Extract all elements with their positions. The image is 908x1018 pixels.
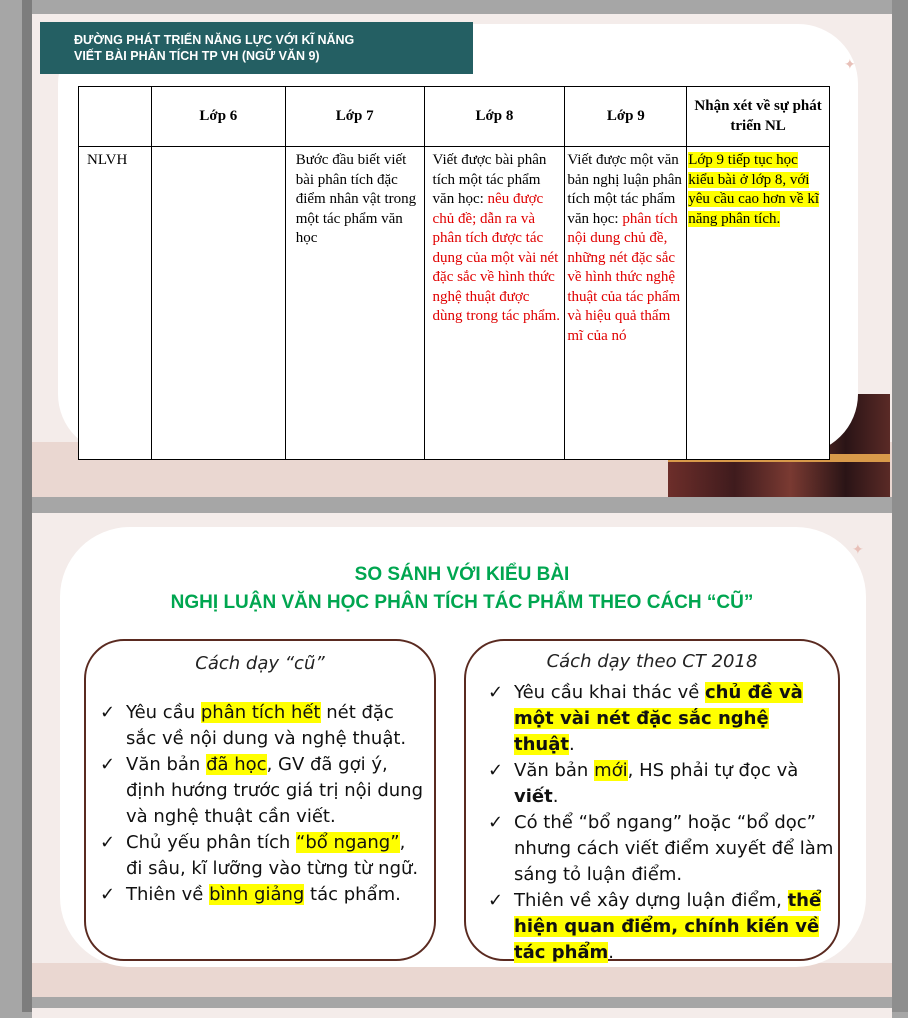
list-item-bold: viết <box>514 786 553 807</box>
table-header-cell: Lớp 8 <box>424 87 565 147</box>
slide-title <box>40 22 473 74</box>
nhanxet-cell <box>687 147 830 460</box>
sparkle-icon: ✦ <box>852 541 864 557</box>
sparkle-icon: ✦ <box>844 56 856 72</box>
table-header-cell: Lớp 7 <box>285 87 424 147</box>
list-item-text: Văn bản <box>514 760 595 781</box>
table-header-cell: Lớp 6 <box>151 87 285 147</box>
list-item-text: , HS phải tự đọc và <box>627 760 799 781</box>
lop9-text: Viết được một văn bản nghị luận phân tích một tác phẩm văn học: <box>567 152 682 227</box>
list-item-text: Yêu cầu khai thác về <box>514 682 706 703</box>
list-item <box>488 758 834 810</box>
lop9-cell <box>565 147 687 460</box>
slide-background-band <box>32 963 892 997</box>
list-item <box>100 752 426 830</box>
old-method-box <box>84 639 436 961</box>
list-item-text: Thiên về <box>126 884 210 905</box>
list-item-text: . <box>568 734 575 755</box>
check-icon: ✓ <box>100 702 116 723</box>
check-icon: ✓ <box>100 884 116 905</box>
list-item-highlight: bình giảng <box>209 884 305 905</box>
vertical-scrollbar[interactable] <box>892 0 908 1012</box>
list-item <box>488 888 834 966</box>
check-icon: ✓ <box>488 760 504 781</box>
list-item-text: Thiên về xây dựng luận điểm, <box>514 890 788 911</box>
comparison-heading <box>32 561 892 617</box>
list-item-highlight: thể hiện quan điểm, chính kiến về tác phẩm <box>514 890 822 963</box>
list-item-text: , GV đã gợi ý, định hướng trước giá trị nội dung và nghệ thuật cần viết. <box>126 754 424 827</box>
table-header-cell: Lớp 9 <box>565 87 687 147</box>
slide-sorter-strip <box>22 0 32 1012</box>
lop6-cell <box>151 147 285 460</box>
list-item-text: Chủ yếu phân tích <box>126 832 297 853</box>
table-header-cell: Nhận xét về sự phát triển NL <box>687 87 830 147</box>
new-method-list <box>488 680 834 966</box>
check-icon: ✓ <box>488 812 504 833</box>
list-item-highlight: chủ đề và một vài nét đặc sắc nghệ thuật <box>514 682 803 755</box>
list-item <box>488 680 834 758</box>
check-icon: ✓ <box>100 754 116 775</box>
old-method-title: Cách dạy “cũ” <box>195 653 325 674</box>
table-header-row <box>79 87 830 147</box>
comparison-heading-line1: SO SÁNH VỚI KIỂU BÀI <box>354 564 570 585</box>
list-item-highlight: đã học <box>206 754 267 775</box>
lop7-cell <box>285 147 424 460</box>
new-method-box <box>464 639 840 961</box>
old-method-list <box>100 700 426 908</box>
row-label-cell: NLVH <box>79 147 152 460</box>
slide-1[interactable] <box>32 14 892 497</box>
list-item-text: nét đặc sắc về nội dung và nghệ thuật. <box>126 702 407 749</box>
list-item-highlight: phân tích hết <box>200 702 321 723</box>
lop9-red-text: phân tích nội dung chủ đề, những nét đặc sắc về hình thức nghệ thuật của tác phẩm và hiệu quả thẩm mĩ của nó <box>567 210 681 344</box>
table-row <box>79 147 830 460</box>
slide-3[interactable] <box>32 1008 892 1018</box>
lop8-red-text: nêu được chủ đề; dẫn ra và phân tích được tác dụng của một vài nét đặc sắc về hình thức nghệ thuật được dùng trong tác phẩm. <box>432 191 561 324</box>
check-icon: ✓ <box>488 890 504 911</box>
check-icon: ✓ <box>488 682 504 703</box>
list-item-text: , đi sâu, kĩ lưỡng vào từng từ ngữ. <box>126 832 419 879</box>
list-item-highlight: mới <box>594 760 628 781</box>
check-icon: ✓ <box>100 832 116 853</box>
lop7-text: Bước đầu biết viết bài phân tích đặc điểm nhân vật trong một tác phẩm văn học <box>295 152 417 246</box>
slide-2[interactable] <box>32 513 892 997</box>
comparison-heading-line2: NGHỊ LUẬN VĂN HỌC PHÂN TÍCH TÁC PHẨM THEO CÁCH “CŨ” <box>170 592 754 613</box>
nhanxet-highlight-text: Lớp 9 tiếp tục học kiểu bài ở lớp 8, với yêu cầu cao hơn về kĩ năng phân tích. <box>688 152 819 227</box>
list-item-text: Văn bản <box>126 754 207 775</box>
list-item <box>100 882 426 908</box>
new-method-title: Cách dạy theo CT 2018 <box>546 651 758 672</box>
list-item-text: Có thể “bổ ngang” hoặc “bổ dọc” nhưng cách viết điểm xuyết để làm sáng tỏ luận điểm. <box>514 812 834 885</box>
list-item <box>100 700 426 752</box>
list-item-text: Yêu cầu <box>126 702 201 723</box>
competency-table <box>78 86 830 460</box>
list-item-text: . <box>608 942 615 963</box>
table-header-cell <box>79 87 152 147</box>
list-item <box>488 810 834 888</box>
slide-title-line2: VIẾT BÀI PHÂN TÍCH TP VH (NGỮ VĂN 9) <box>74 49 320 63</box>
list-item-highlight: “bổ ngang” <box>296 832 400 853</box>
list-item-text: . <box>552 786 559 807</box>
list-item-text: tác phẩm. <box>304 884 401 905</box>
slide-title-line1: ĐƯỜNG PHÁT TRIỂN NĂNG LỰC VỚI KĨ NĂNG <box>74 33 355 47</box>
lop8-cell <box>424 147 565 460</box>
list-item <box>100 830 426 882</box>
lop8-text: Viết được bài phân tích một tác phẩm văn học: <box>432 152 547 207</box>
